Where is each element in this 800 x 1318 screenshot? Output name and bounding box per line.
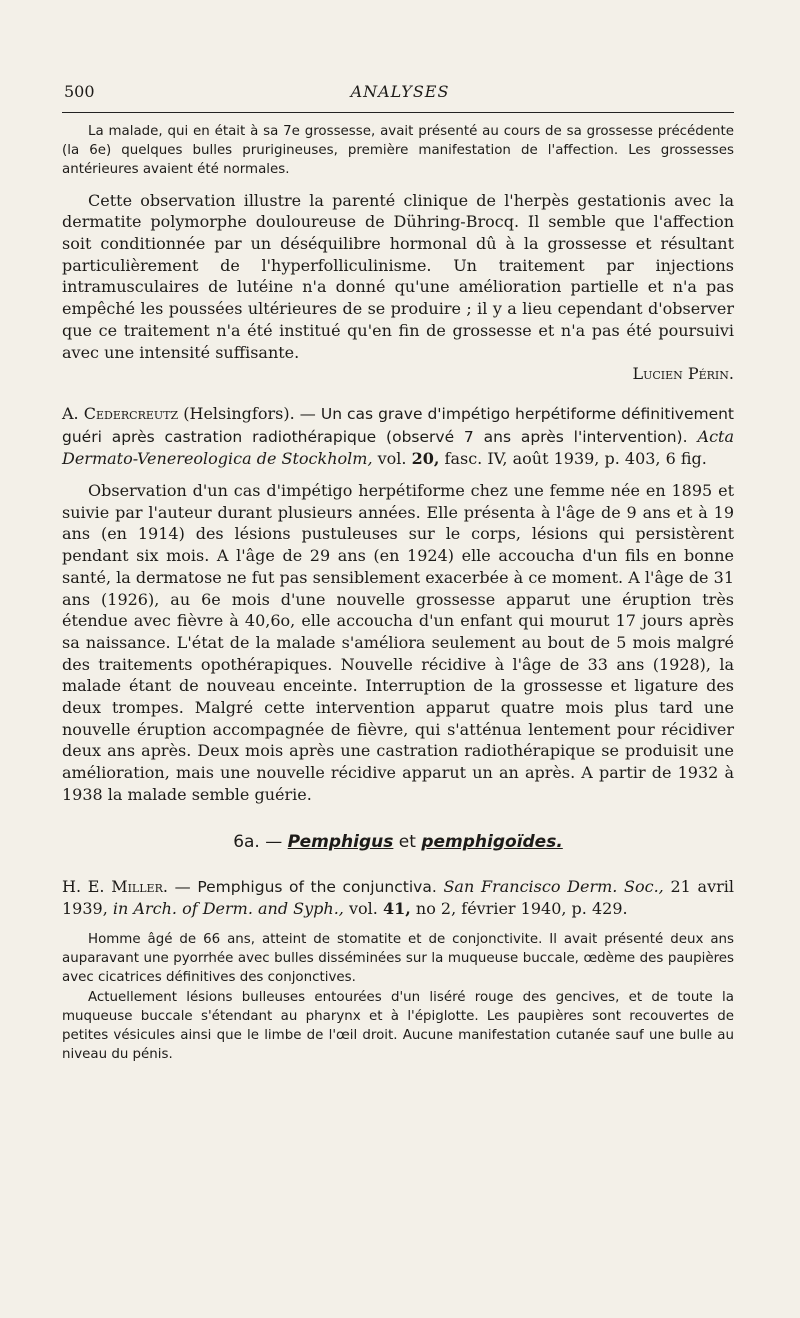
- entry1-details: fasc. IV, août 1939, p. 403, 6 fig.: [444, 449, 707, 469]
- entry2-dash: —: [174, 876, 191, 896]
- entry2-author: H. E. Miller.: [62, 876, 168, 896]
- entry1-volume: 20,: [411, 449, 440, 469]
- signature-line: [62, 363, 734, 385]
- entry1-journal: Acta Dermato-Venereologica de Stockholm,: [62, 426, 734, 469]
- entry1-title: Un cas grave d'impétigo herpétiforme définitivement guéri après castration radiothérapique (observé 7 ans après l'intervention).: [62, 404, 735, 446]
- page-header: [62, 82, 738, 106]
- entry2-in: in: [112, 899, 129, 919]
- bibliographic-entry-1: [62, 403, 734, 470]
- entry2-details: no 2, février 1940, p. 429.: [415, 899, 628, 919]
- section-term-pemphigus: Pemphigus: [287, 831, 394, 852]
- entry2-volume: 41,: [382, 899, 411, 919]
- bibliographic-entry-2: [62, 876, 734, 920]
- entry2-vol-label: vol.: [348, 899, 378, 919]
- section-number: 6a. —: [233, 831, 283, 852]
- entry2-title: Pemphigus of the conjunctiva.: [197, 877, 437, 896]
- entry2-source: San Francisco Derm. Soc.,: [443, 876, 664, 896]
- header-rule: [62, 112, 734, 113]
- section-term-pemphigoides: pemphigoïdes.: [421, 831, 563, 852]
- entry1-vol-label: vol.: [377, 449, 407, 469]
- paragraph-case-summary: Homme âgé de 66 ans, atteint de stomatite et de conjonctivite. Il avait présenté deux ans auparavant une pyorrhée avec bulles disséminées sur la muqueuse buccale, œdème des paupières avec cicatrices définitives des conjonctives.: [62, 932, 734, 986]
- paragraph-observation: Observation d'un cas d'impétigo herpétiforme chez une femme née en 1895 et suivie par l'auteur durant plusieurs années. Elle présenta à l'âge de 9 ans et à 19 ans (en 1914) des lésions pustuleuses sur le corps, lésions qui persistèrent pendant six mois. A l'âge de 29 ans (en 1924) elle accoucha d'un fils en bonne santé, la dermatose ne fut pas sensiblement exacerbée à ce moment. A l'âge de 31 ans (1926), au 6e mois d'une nouvelle grossesse apparut une éruption très étendue avec fièvre à 40,6o, elle accoucha d'un enfant qui mourut 17 jours après sa naissance. L'état de la malade s'améliora seulement au bout de 5 mois malgré des traitements opothérapiques. Nouvelle récidive à l'âge de 33 ans (1928), la malade étant de nouveau enceinte. Interruption de la grossesse et ligature des deux trompes. Malgré cette intervention apparut quatre mois plus tard une nouvelle éruption accompagnée de fièvre, qui s'atténua lentement pour récidiver deux ans après. Deux mois après une castration radiothérapique se produisit une amélioration, mais une nouvelle récidive apparut un an après. A partir de 1932 à 1938 la malade semble guérie.: [62, 481, 734, 804]
- entry2-date: 21 avril 1939,: [62, 876, 735, 919]
- paragraph-current-lesions: Actuellement lésions bulleuses entourées d'un liséré rouge des gencives, et de toute la muqueuse buccale s'étendant au pharynx et à l'épiglotte. Les paupières sont recouvertes de petites vésicules ainsi que le limbe de l'œil droit. Aucune manifestation cutanée sauf une bulle au niveau du pénis.: [62, 989, 734, 1063]
- entry2-journal: Arch. of Derm. and Syph.,: [133, 899, 344, 919]
- entry1-author: A. Cedercreutz: [62, 403, 179, 423]
- author-signature: Lucien Périn.: [632, 364, 734, 384]
- section-conjunction: et: [398, 831, 416, 852]
- running-title: ANALYSES: [350, 82, 450, 101]
- entry1-location: (Helsingfors). —: [183, 403, 316, 423]
- page-content: [62, 122, 734, 1064]
- section-heading: [62, 832, 734, 852]
- paragraph-case-note: La malade, qui en était à sa 7e grossesse, avait présenté au cours de sa grossesse précédente (la 6e) quelques bulles prurigineuses, première manifestation de l'affection. Les grossesses antérieures avaient été normales.: [62, 124, 734, 178]
- page-number: 500: [64, 82, 95, 101]
- commentary-text: Cette observation illustre la parenté clinique de l'herpès gestationis avec la dermatite polymorphe douloureuse de Dühring-Brocq. Il semble que l'affection soit conditionnée par un déséquilibre hormonal dû à la grossesse et résultant particulièrement de l'hyperfolliculinisme. Un traitement par injections intramusculaires de lutéine n'a donné qu'une amélioration partielle et n'a pas empêché les poussées ultérieures de se produire ; il y a lieu cependant d'observer que ce traitement n'a été institué qu'en fin de grossesse et n'a pas été poursuivi avec une intensité suffisante.: [62, 190, 734, 362]
- paragraph-commentary: [62, 190, 734, 364]
